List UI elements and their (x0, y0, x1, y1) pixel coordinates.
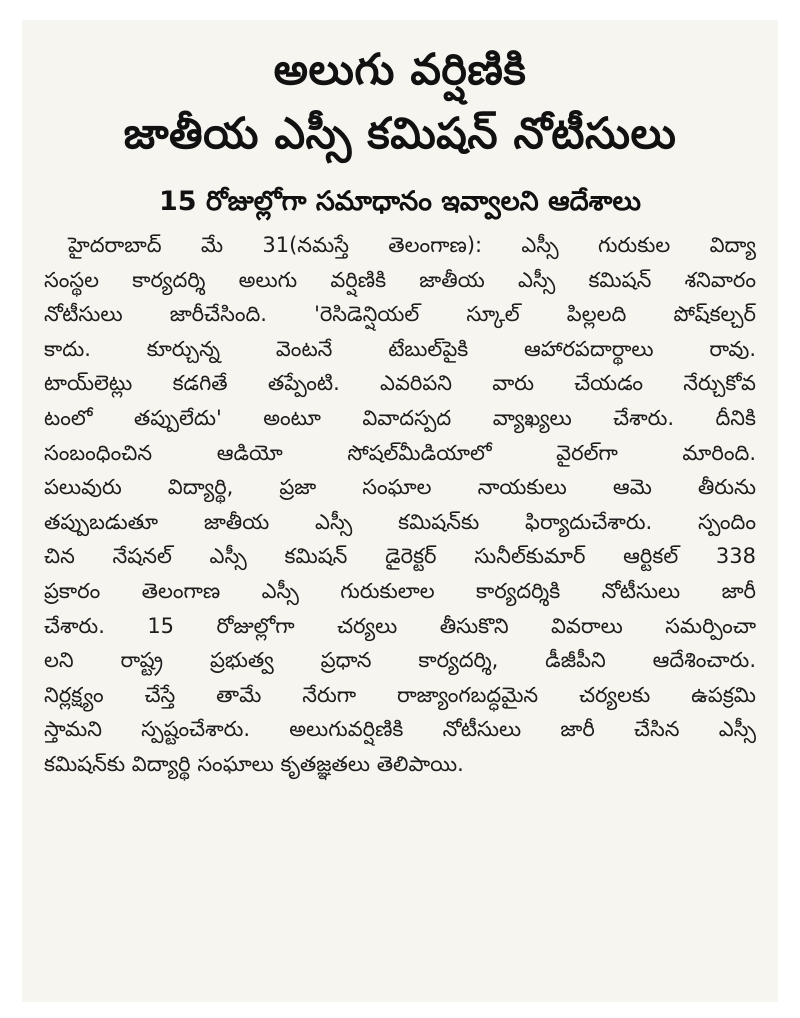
body-line: చిన నేషనల్ ఎస్సీ కమిషన్ డైరెక్టర్ సునీల్‌కుమార్ ఆర్టికల్ 338 (44, 544, 756, 569)
body-line: ప్రకారం తెలంగాణ ఎస్సీ గురుకులాల కార్యదర్శికి నోటీసులు జారీ (44, 578, 756, 603)
body-line: లని రాష్ట్ర ప్రభుత్వ ప్రధాన కార్యదర్శి, డీజీపీని ఆదేశించారు. (44, 648, 756, 673)
body-line: కమిషన్‌కు విద్యార్థి సంఘాలు కృతజ్ఞతలు తెలిపాయి. (44, 751, 464, 776)
body-line: నోటీసులు జారీచేసింది. 'రెసిడెన్షియల్ స్కూల్ పిల్లలది పోష్‌కల్చర్ (44, 302, 756, 327)
body-line: టాయ్‌లెట్లు కడగితే తప్పేంటి. ఎవరిపని వారు చేయడం నేర్చుకోవ (44, 371, 756, 396)
body-line: చేశారు. 15 రోజుల్లోగా చర్యలు తీసుకొని వివరాలు సమర్పించా (44, 613, 756, 638)
body-line: నిర్లక్ష్యం చేస్తే తామే నేరుగా రాజ్యాంగబద్ధమైన చర్యలకు ఉపక్రమి (44, 682, 756, 707)
subheadline: 15 రోజుల్లోగా సమాధానం ఇవ్వాలని ఆదేశాలు (159, 186, 641, 217)
body-line: సంస్థల కార్యదర్శి అలుగు వర్షిణికి జాతీయ ఎస్సీ కమిషన్ శనివారం (44, 267, 756, 292)
article-body (44, 228, 756, 782)
body-line: టంలో తప్పులేదు' అంటూ వివాదస్పద వ్యాఖ్యలు చేశారు. దీనికి (44, 405, 756, 430)
headline-line-1: అలుగు వర్షిణికి (273, 45, 527, 95)
body-line: తప్పుబడుతూ జాతీయ ఎస్సీ కమిషన్‌కు ఫిర్యాదుచేశారు. స్పందిం (44, 509, 756, 534)
body-line: కాదు. కూర్చున్న వెంటనే టేబుల్‌పైకి ఆహారపదార్థాలు రావు. (44, 336, 756, 361)
body-line: స్తామని స్పష్టంచేశారు. అలుగువర్షిణికి నోటీసులు జారీ చేసిన ఎస్సీ (44, 717, 756, 742)
headline-line-2: జాతీయ ఎస్సీ కమిషన్ నోటీసులు (123, 109, 677, 159)
body-line: సంబంధించిన ఆడియో సోషల్‌మీడియాలో వైరల్‌గా మారింది. (44, 440, 756, 465)
body-line: హైదరాబాద్ మే 31(నమస్తే తెలంగాణ): ఎస్సీ గురుకుల విద్యా (68, 233, 756, 257)
body-line: పలువురు విద్యార్థి, ప్రజా సంఘాల నాయకులు ఆమె తీరును (44, 475, 756, 500)
newspaper-clipping (22, 20, 778, 1002)
